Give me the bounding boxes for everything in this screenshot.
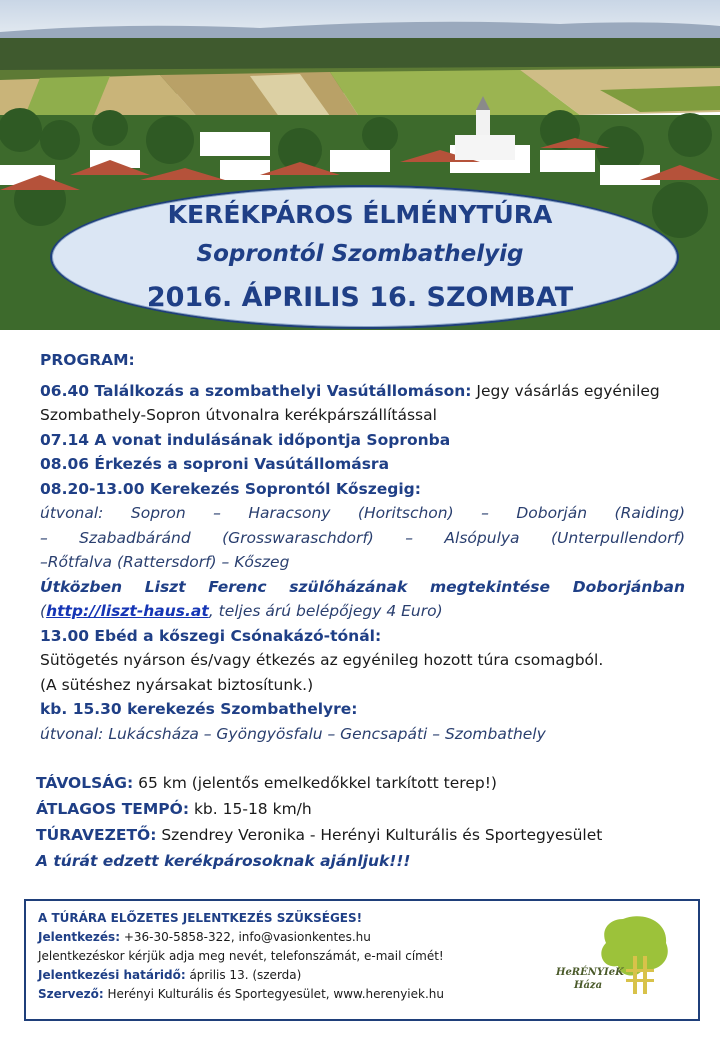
registration-deadline (38, 966, 558, 985)
liszt-visit: Útközben Liszt Ferenc szülőházának megtekintése Doborjánban (40, 577, 685, 596)
event-title: KERÉKPÁROS ÉLMÉNYTÚRA (167, 200, 553, 229)
program-section (40, 348, 685, 746)
registration-contact (38, 928, 558, 947)
link-open: ( (40, 602, 47, 620)
lunch-note: (A sütéshez nyársakat biztosítunk.) (40, 675, 314, 694)
program-item-lunch: 13.00 Ebéd a kőszegi Csónakázó-tónál: (40, 626, 382, 645)
logo-name: HeRÉNYIeK (556, 967, 624, 978)
registration-heading: A TÚRÁRA ELŐZETES JELENTKEZÉS SZÜKSÉGES! (38, 911, 363, 925)
program-item-train: 07.14 A vonat indulásának időpontja Sopronba (40, 430, 451, 449)
program-item-meeting (40, 379, 685, 404)
route1-line1: útvonal: Sopron – Haracsony (Horitschon) – Doborján (Raiding) (40, 504, 685, 522)
organizer-value: Herényi Kulturális és Sportegyesület, www.herenyiek.hu (103, 987, 444, 1001)
distance-value: 65 km (jelentős emelkedőkkel tarkított terep!) (133, 774, 497, 792)
registration-note: Jelentkezéskor kérjük adja meg nevét, telefonszámát, e-mail címét! (38, 949, 444, 963)
deadline-value: április 13. (szerda) (185, 968, 302, 982)
program-item-ride1: 08.20-13.00 Kerekezés Soprontól Kőszegig: (40, 479, 421, 498)
distance-label: TÁVOLSÁG: (36, 774, 134, 792)
event-date: 2016. ÁPRILIS 16. SZOMBAT (146, 282, 574, 313)
tempo-value: kb. 15-18 km/h (189, 800, 312, 818)
event-subtitle: Soprontól Szombathelyig (196, 241, 524, 267)
route2: útvonal: Lukácsháza – Gyöngyösfalu – Gencsapáti – Szombathely (40, 724, 546, 743)
contact-value: +36-30-5858-322, info@vasionkentes.hu (120, 930, 371, 944)
program-item-ride2: kb. 15.30 kerekezés Szombathelyre: (40, 700, 358, 718)
program-heading: PROGRAM: (40, 351, 135, 369)
logo-subname: Háza (574, 980, 603, 991)
registration-box (24, 899, 700, 1021)
tempo (36, 796, 686, 822)
meeting-time: 06.40 Találkozás a szombathelyi Vasútállomáson: (40, 381, 472, 400)
organizer-label: Szervező: (38, 987, 104, 1001)
guide-value: Szendrey Veronika - Herényi Kulturális és Sportegyesület (156, 826, 603, 844)
route1-line3: –Rőtfalva (Rattersdorf) – Kőszeg (40, 553, 290, 571)
guide-label: TÚRAVEZETŐ: (36, 826, 157, 844)
route1-line2: – Szabadbáránd (Grosswaraschdorf) – Alsópulya (Unterpullendorf) (40, 528, 685, 547)
facts-section (36, 770, 686, 874)
deadline-label: Jelentkezési határidő: (38, 968, 186, 982)
recommendation: A túrát edzett kerékpárosoknak ajánljuk!!! (36, 852, 411, 870)
distance (36, 770, 686, 796)
registration-organizer (38, 985, 558, 1004)
meeting-text: Jegy vásárlás egyénileg (471, 381, 660, 400)
ticket-info: , teljes árú belépőjegy 4 Euro) (208, 602, 443, 620)
herenyiek-logo (548, 911, 678, 1011)
meeting-detail: Szombathely-Sopron útvonalra kerékpárszállítással (40, 406, 437, 424)
liszt-haus-link[interactable]: http://liszt-haus.at (46, 602, 209, 620)
liszt-link-line (40, 599, 685, 624)
guide (36, 822, 686, 848)
contact-label: Jelentkezés: (38, 930, 120, 944)
tempo-label: ÁTLAGOS TEMPÓ: (36, 800, 190, 818)
program-item-arrival: 08.06 Érkezés a soproni Vasútállomásra (40, 455, 390, 473)
lunch-text: Sütögetés nyárson és/vagy étkezés az egyénileg hozott túra csomagból. (40, 651, 604, 669)
